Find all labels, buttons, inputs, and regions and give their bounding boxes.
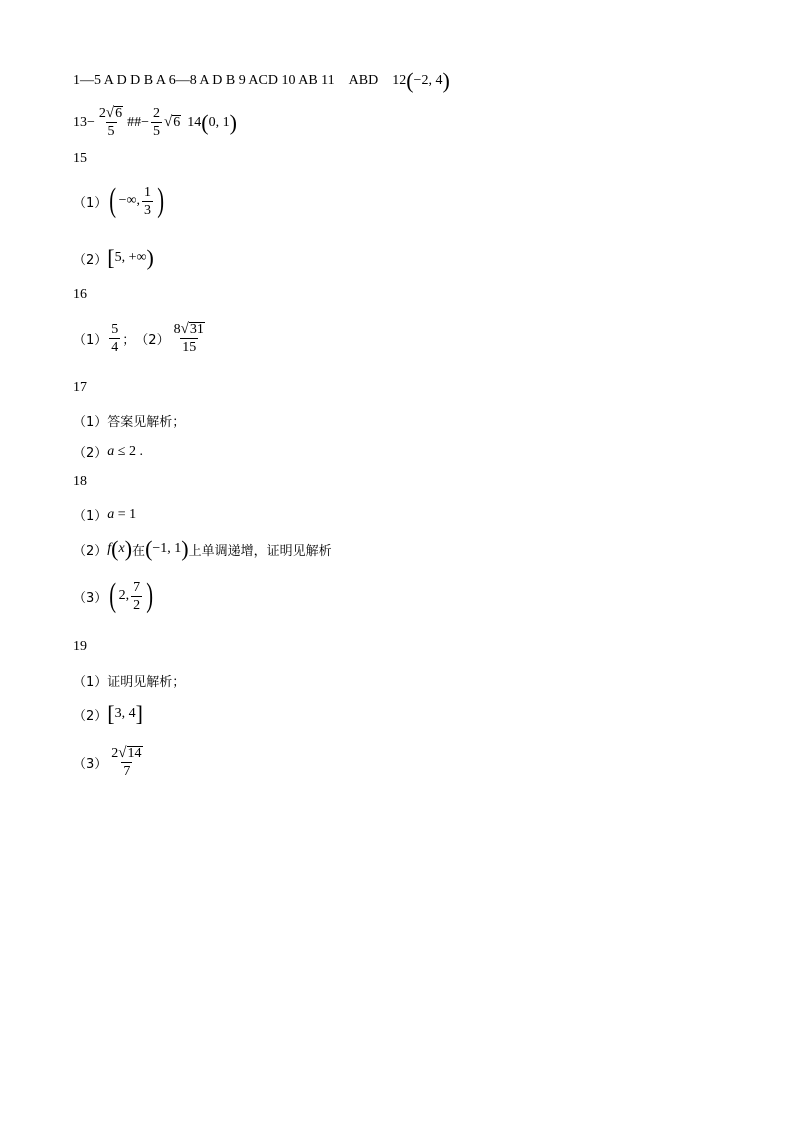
- q19-heading: 19: [73, 639, 87, 654]
- q13-label: 13: [73, 114, 87, 130]
- q15-part2: （2） [ 5, +∞ ): [73, 245, 154, 270]
- fill-answers-row: 13 − 2 √ 6 5 ## − $\frac{2}{5}$ √ 6 14 ( 0, 1 ): [73, 105, 237, 139]
- q18-part2: （2） f ( x ) 在 ( −1, 1 ) 上单调递增，证明见解析: [73, 536, 332, 561]
- q15-part1: （1） ( −∞, $\frac{1}{3}$ ): [73, 182, 165, 219]
- q19-part1: （1） 证明见解析；: [73, 675, 186, 690]
- choice-answers-row: 1—5 A D D B A 6—8 A D B 9 ACD 10 AB 11 ABD 12 ( −2, 4 ): [73, 68, 450, 93]
- q16-answers: （1） $\frac{5}{4}$ ； （2） 8 √ 31 15: [73, 321, 204, 355]
- q14-interval: 0, 1: [208, 114, 230, 130]
- q13-fraction-2: $\frac{2}{5}$: [153, 106, 161, 139]
- q18-part3: （3） ( 2, $\frac{7}{2}$ ): [73, 577, 154, 614]
- q19-part3: （3） 2 √ 14 7: [73, 745, 142, 779]
- q13-fraction-1: 2 √ 6 5: [98, 105, 123, 139]
- sqrt-symbol: √ 6: [105, 105, 123, 121]
- q12-interval: −2, 4: [413, 73, 443, 88]
- sqrt-symbol: √ 31: [180, 321, 204, 337]
- q19-part2: （2） [ 3, 4 ]: [73, 701, 143, 726]
- q14-label: 14: [187, 114, 202, 130]
- choice-answers-text: 1—5 A D D B A 6—8 A D B 9 ACD 10 AB 11: [73, 73, 335, 88]
- sqrt-symbol: √ 6: [164, 114, 181, 130]
- sqrt-symbol: √ 14: [118, 745, 142, 761]
- q15-heading: 15: [73, 151, 87, 166]
- q17-part1: （1） 答案见解析；: [73, 415, 186, 430]
- q11-answer: ABD: [348, 73, 379, 88]
- q16-heading: 16: [73, 287, 87, 302]
- q12-label: 12: [392, 73, 407, 88]
- q18-part1: （1） a = 1: [73, 506, 137, 524]
- q17-part2: （2） a ≤ 2 .: [73, 443, 143, 461]
- separator-text: ##: [127, 114, 142, 130]
- q17-heading: 17: [73, 380, 87, 395]
- q18-heading: 18: [73, 474, 87, 489]
